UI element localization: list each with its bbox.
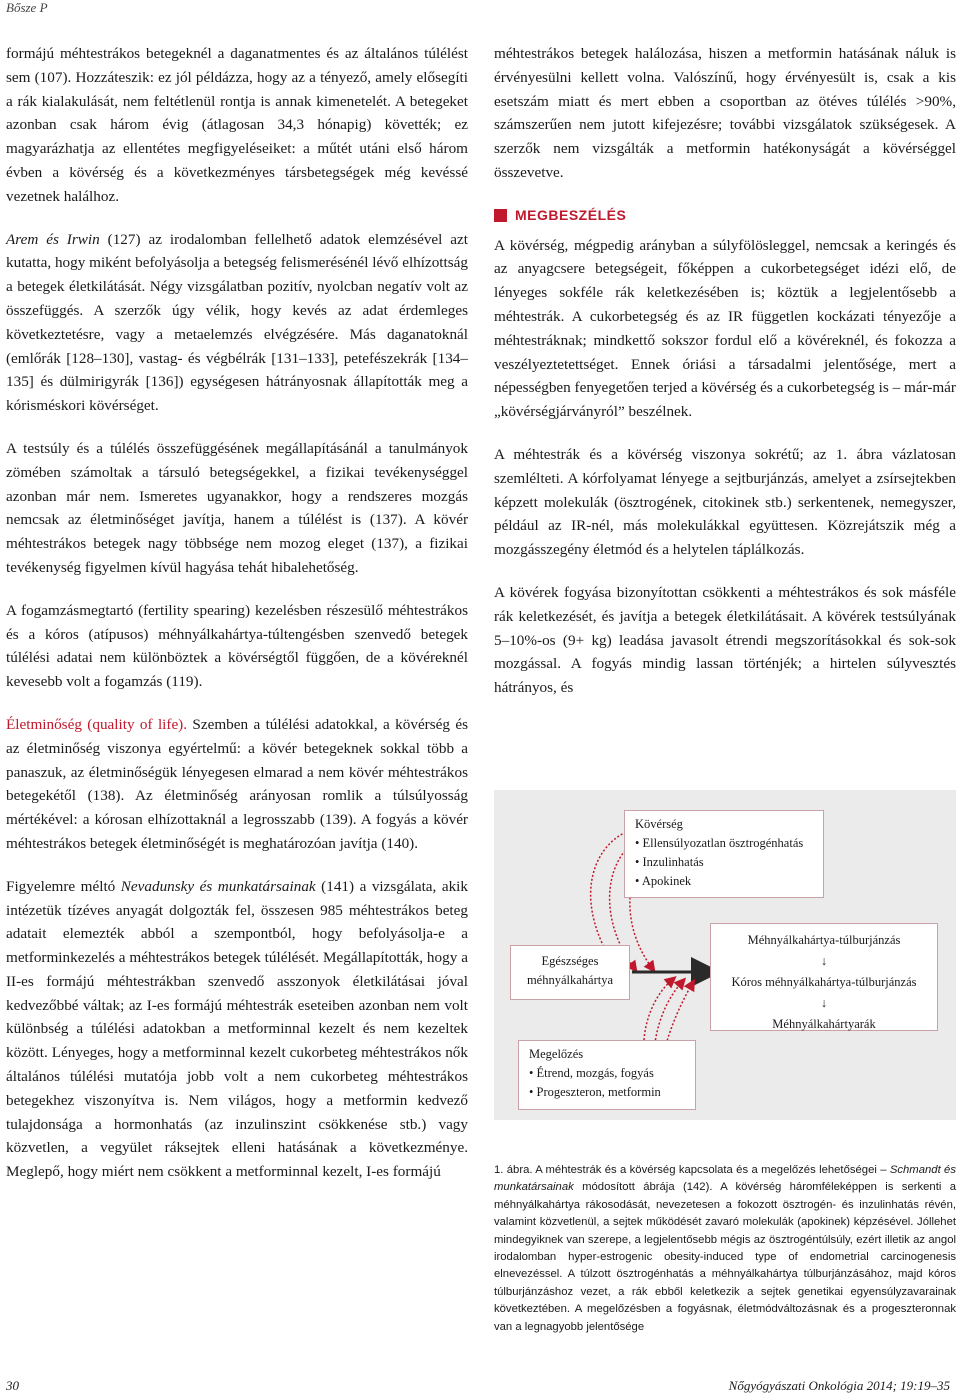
section-heading (494, 204, 956, 228)
healthy-label: méhnyálkahártya (526, 973, 614, 987)
obesity-list (635, 834, 813, 891)
section-title: MEGBESZÉLÉS (515, 206, 627, 223)
figure-diagram (494, 790, 956, 1120)
obesity-box (624, 810, 824, 898)
cancer-label: Méhnyálkahártyarák (772, 1017, 876, 1031)
healthy-label: Egészséges (541, 954, 599, 968)
prevention-title: Megelőzés (529, 1047, 584, 1061)
paragraph-text: (141) a vizsgálata, akik intézetük tízéves anyagát dolgozták fel, összesen 985 méhtestrákos beteg adatait elemezték abból a szempontból, hogy befolyásolja-e a metforminkezelés a méhtestrákos betegek túlélését. Megállapították, hogy a II-es formájú méhtestrákban szenvedő asszonyok életkilátásai jóval kedvezőbbé váltak; az I-es formájú méhtestrák eseteiben azonban nem volt különbség a túlélési adatokban a metforminnal kezelt és nem kezeltek között. Lényeges, hogy a metforminnal kezelt cukorbeteg méhtestrákos nők általános túlélési mutatója jobb volt a nem cukorbeteg méhtestrákos betegekhez viszonyítva is. Nem világos, hogy a metformin kedvező tulajdonsága a hormonhatás (az inzulinszint csökkenése stb.) vagy közvetlen, a vegyület ráksejtek elleni hatásának a következménye. Meglepő, hogy miért nem csökkent a metforminnal kezelt, I-es formájú (6, 877, 468, 1181)
paragraph: méhtestrákos betegek halálozása, hiszen a metformin hatásának náluk is érvényesülni kellett volna. Valószínű, hogy érvényesült is, csak a kis esetszám miatt és mert ebben a csoportban az ötéves túlélés >90%, számszerűen nem jutott kifejezésre; további vizsgálatok szükségesek. A szerzők nem vizsgálták a metformin hatékonyságát a kövérséggel összevetve. (494, 45, 956, 181)
paragraph-text: Szemben a túlélési adatokkal, a kövérség és az életminőség viszonya egyértelmű: a kövér betegeknek sokkal több a panaszuk, az életminőségük lényegesen elmarad a nem kövér méhtestrákos betegekétől (138). Az életminőség arányosan romlik a túlsúlyosság mértékével: a kórosan elhízottaknál a legrosszabb (139). A fogyás a kövér méhtestrákos betegek életminőségét is meghatározóan javítja (140). (6, 715, 469, 852)
caption-authors: Schmandt és munkatársainak (494, 1164, 956, 1194)
paragraph: A kövérség, mégpedig arányban a súlyfölösleggel, nemcsak a keringés és az anyagcsere betegségeit, főképpen a cukorbetegséget idézi elő, de lényeges sokféle rák keletkezésében is; köztük a legjelentősebb a méhtestrák. A cukorbetegség és az IR független kockázati tényezője a méhtestráknak; mindkettő sokszor fordul elő a kövéreknél, és fokozza a veszélyeztetettséget. Ennek óriási a társadalmi jelentősége, mert a népességben fenyegetően terjed a kövérség és a cukorbetegség is – már-már „kövérségjárványról” beszélnek. (494, 236, 956, 421)
figure-caption (494, 1162, 956, 1336)
paragraph: A méhtestrák és a kövérség viszonya sokrétű; az 1. ábra vázlatosan szemlélteti. A kórfolyamat lényege a sejtburjánzás, amelyet a zsírsejtekben képzett molekulák (ösztrogének, citokinek stb.) serkentenek, nemegyszer, például az IR-nél, más molekulákkal együttesen. Közrejátszik még a mozgásszegény életmód és a helytelen táplálkozás. (494, 445, 956, 559)
list-item: • Progeszteron, metformin (529, 1083, 685, 1102)
paragraph (6, 713, 468, 856)
paragraph (6, 228, 468, 418)
paragraph-text: Figyelemre méltó (6, 877, 121, 895)
caption-lead: 1. ábra. A méhtestrák és a kövérség kapcsolata és a megelőzés lehetőségei – (494, 1164, 890, 1176)
hyperplasia-label: Méhnyálkahártya-túlburjánzás (747, 933, 901, 947)
paragraph: A kövérek fogyása bizonyítottan csökkenti a méhtestrákos és sok másféle rák keletkezését, és javítja a betegek életkilátásait. A kövérek testsúlyának 5–10%-os (9+ kg) leadása javasolt étrendi megszorításokkal és sok-sok mozgással. A fogyás mindig lassan történjék; a hirtelen súlyvesztés hátrányos, és (494, 583, 956, 697)
list-item: • Ellensúlyozatlan ösztrogénhatás (635, 834, 813, 853)
down-arrow-icon: ↓ (820, 954, 828, 968)
down-arrow-icon: ↓ (820, 996, 828, 1010)
obesity-title: Kövérség (635, 817, 683, 831)
paragraph-text: (127) az irodalomban fellelhető adatok elemzésével azt kutatta, hogy miként befolyásolja a betegség felismerésénél lévő elhízottság a betegek életkilátását. Négy vizsgálatban pozitív, nyolcban negatív volt az összefüggés. A szerzők úgy vélik, hogy kevés az adat érdemleges következtetésre, vagy a metaelemzés elvégzésére. Más daganatoknál (emlőrák [128–130], vastag- és végbélrák [131–133], petefészekrák [134–135] és dülmirigyrák [136]) egységesen hátrányosnak állapították meg a kórisméskori kövérséget. (6, 230, 468, 415)
prevention-list (529, 1064, 685, 1102)
running-head: Bősze P (6, 0, 48, 15)
list-item: • Inzulinhatás (635, 853, 813, 872)
caption-text: módosított ábrája (142). A kövérség háromféleképpen is serkenti a méhnyálkahártya rákosodását, nevezetesen a fokozott ösztrogén- és inzulinhatás révén, valamint közvetlenül, a sejtek működését zavaró molekulák (apokinek) képzésével. Jóllehet mindegyiknek van szerepe, a legjelentősebb mégis az ösztrogéntúlsúly, ezért illetik az angol irodalomban hyper-estrogenic obesity-induced type of endometrial carcinogenesis elnevezéssel. A túlzott ösztrogénhatás a méhnyálkahártya túlburjánzásához, majd kóros túlburjánzáshoz vezet, a rák ebből keletkezik a sejtek genetikai egyensúlyzavarainak következtében. A megelőzésben a fogyásnak, életmódváltozásnak és a progeszteronnak van a legnagyobb jelentősége (494, 1181, 956, 1333)
paragraph-lead-heading: Életminőség (quality of life). (6, 715, 188, 733)
prevention-box (518, 1040, 696, 1110)
right-column (494, 42, 956, 700)
list-item: • Apokinek (635, 872, 813, 891)
paragraph: formájú méhtestrákos betegeknél a daganatmentes és az általános túlélést sem (107). Hozzáteszik: ez jól példázza, hogy az a tényező, amely elősegíti a rák kialakulását, nem feltétlenül rontja is annak kimenetelét. A betegeket azonban csak három évig (átlagosan 34,3 hónapig) követték; ez magyarázhatja az ellentétes megfigyeléseiket: a műtét utáni első három évben a kövérség és a következményes társbetegségek még kevéssé vezetnek halálhoz. (6, 45, 468, 205)
author-names: Nevadunsky és munkatársainak (120, 877, 316, 895)
section-marker-icon (494, 209, 507, 222)
left-column (6, 42, 468, 1184)
atypical-hyperplasia-label: Kóros méhnyálkahártya-túlburjánzás (731, 975, 917, 989)
page-number: 30 (6, 1378, 19, 1393)
paragraph: A testsúly és a túlélés összefüggésének megállapításánál a tanulmányok zömében számoltak a társuló betegségekkel, a fizikai tevékenységgel azonban már nem. Ismeretes ugyanakkor, hogy a rendszeres mozgás nemcsak az életminőséget javítja, hanem a túlélést is (137). A kövér méhtestrákos betegek nagy többsége nem mozog eleget (137), a fizikai tevékenység figyelmen kívül hagyása tehát hibalehetőség. (6, 439, 468, 576)
healthy-endometrium-box (510, 945, 630, 1000)
list-item: • Étrend, mozgás, fogyás (529, 1064, 685, 1083)
author-names: Arem és Irwin (6, 230, 100, 248)
hyperplasia-box (710, 923, 938, 1031)
journal-citation: Nőgyógyászati Onkológia 2014; 19:19–35 (728, 1378, 950, 1393)
paragraph: A fogamzásmegtartó (fertility spearing) kezelésben részesülő méhtestrákos és a kóros (atípusos) méhnyálkahártya-túltengésben szenvedő betegek túlélési adatai nem különböztek a kövérségtől függően, de a kövéreknél kevesebb volt a fogamzás (119). (6, 601, 468, 691)
paragraph (6, 875, 468, 1184)
